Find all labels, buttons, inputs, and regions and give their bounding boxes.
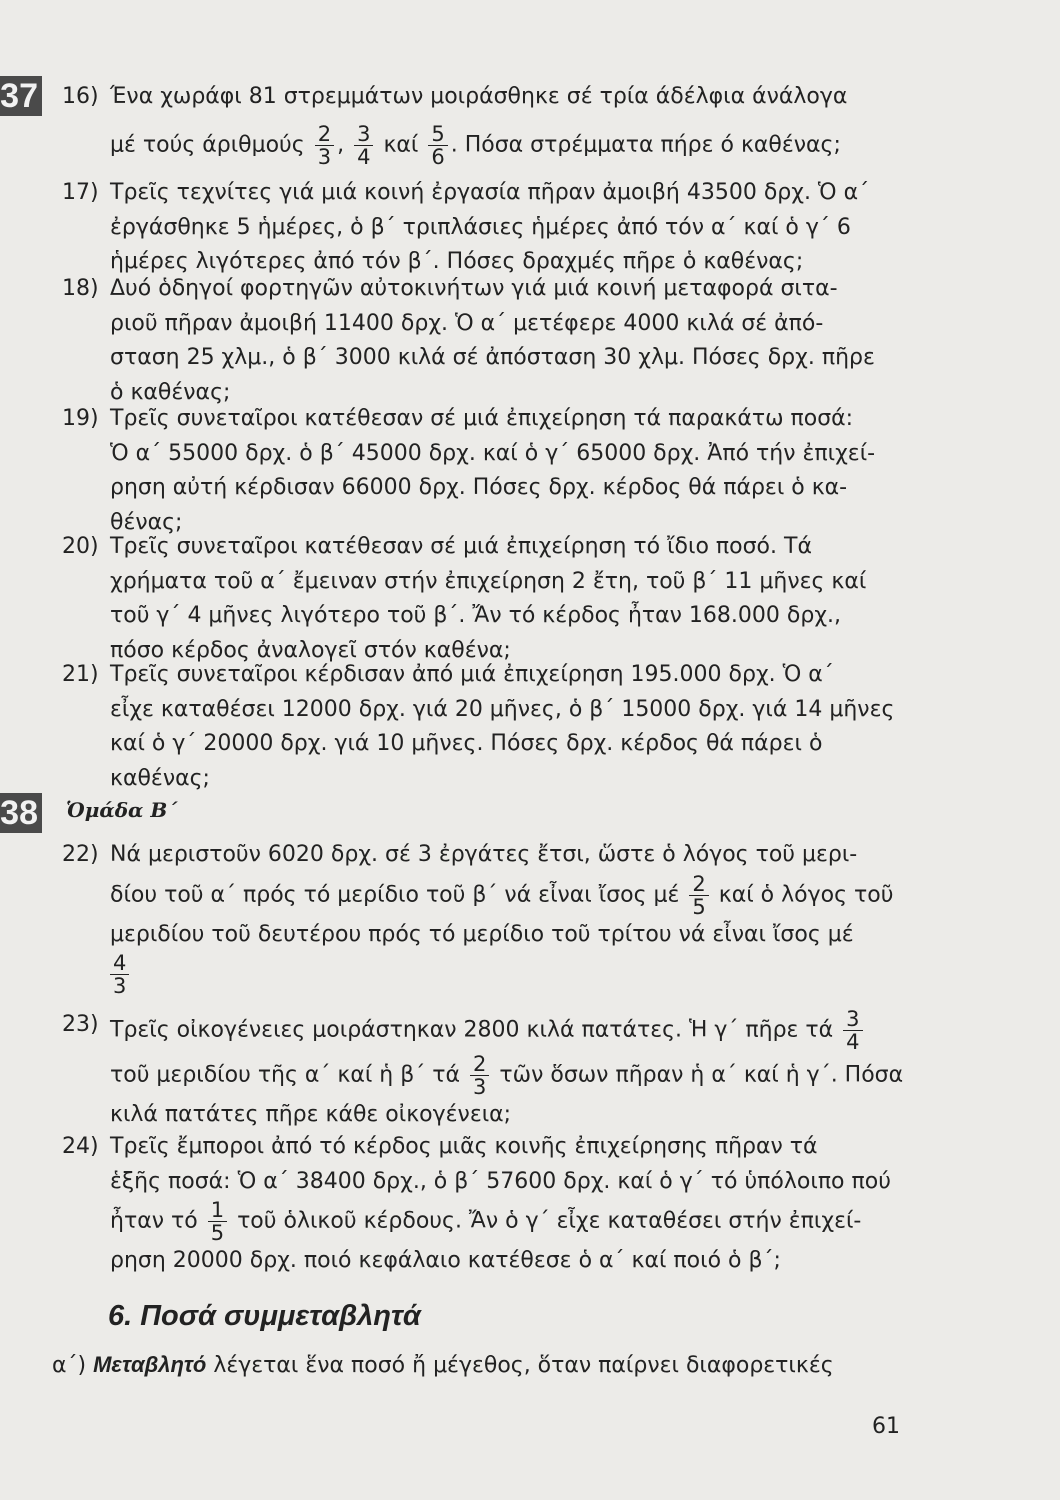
page-number: 61 [872, 1414, 900, 1439]
problem-number: 16) [62, 84, 99, 109]
problem-number: 18) [62, 276, 99, 301]
text-line: σταση 25 χλμ., ὁ β΄ 3000 κιλά σέ ἀπόσταση 30 χλμ. Πόσες δρχ. πῆρε [110, 345, 875, 370]
text-line: Ὁ α΄ 55000 δρχ. ὁ β΄ 45000 δρχ. καί ὁ γ΄ 65000 δρχ. Ἀπό τήν ἐπιχεί- [110, 440, 876, 466]
problem-number: 24) [62, 1134, 99, 1159]
problem-19 [62, 402, 932, 540]
text-line: Ένα χωράφι 81 στρεμμάτων μοιράσθηκε σέ τρία άδέλφια άνάλογα [110, 84, 848, 109]
text-line: Τρεῖς συνεταῖροι κατέθεσαν σέ μιά ἐπιχείρηση τά παρακάτω ποσά: [110, 406, 854, 431]
fraction: $\frac{4}{3}$ [110, 952, 129, 997]
text-line: δίου τοῦ α΄ πρός τό μερίδιο τοῦ β΄ νά εἶναι ἴσος μέ $\frac{2}{5}$ καί ὁ λόγος τοῦ [110, 871, 894, 919]
problem-24 [62, 1130, 932, 1279]
section-tab-37: 37 [0, 76, 42, 116]
text-line: ἑξῆς ποσά: Ὁ α΄ 38400 δρχ., ὁ β΄ 57600 δρχ. καί ὁ γ΄ τό ὑπόλοιπο πού [110, 1168, 891, 1194]
fraction: $\frac{3}{4}$ [354, 123, 373, 168]
problem-21 [62, 658, 932, 796]
text-line: τοῦ μεριδίου τῆς α΄ καί ἡ β΄ τά $\frac{2}{3}$ τῶν ὅσων πῆραν ἡ α΄ καί ἡ γ΄. Πόσα [110, 1052, 904, 1099]
text-line: ἡμέρες λιγότερες ἀπό τόν β΄. Πόσες δραχμές πῆρε ὁ καθένας; [110, 249, 804, 274]
problem-number: 20) [62, 534, 99, 559]
fraction: $\frac{2}{5}$ [689, 873, 708, 918]
section-tab-38: 38 [0, 793, 42, 833]
fraction: $\frac{2}{3}$ [470, 1053, 489, 1098]
problem-number: 17) [62, 180, 99, 205]
fraction: $\frac{2}{3}$ [315, 123, 334, 168]
text-line: καθένας; [110, 765, 210, 791]
definition-label: α΄) [52, 1353, 87, 1378]
text-line: Τρεῖς οἰκογένειες μοιράστηκαν 2800 κιλά πατάτες. Ἡ γ΄ πῆρε τά $\frac{3}{4}$ [110, 1008, 932, 1053]
problem-number: 22) [62, 842, 99, 867]
text-line: μεριδίου τοῦ δευτέρου πρός τό μερίδιο τοῦ τρίτου νά εἶναι ἴσος μέ [110, 921, 854, 947]
problem-20 [62, 530, 932, 668]
definition-line [52, 1352, 834, 1378]
text-line: ριοῦ πῆραν ἀμοιβή 11400 δρχ. Ὁ α΄ μετέφερε 4000 κιλά σέ ἀπό- [110, 310, 824, 336]
problem-number: 21) [62, 662, 99, 687]
text-line [110, 952, 932, 997]
text-line: εἶχε καταθέσει 12000 δρχ. γιά 20 μῆνες, ὁ β΄ 15000 δρχ. γιά 14 μῆνες [110, 696, 895, 722]
text-line: ἐργάσθηκε 5 ἡμέρες, ὁ β΄ τριπλάσιες ἡμέρες ἀπό τόν α΄ καί ὁ γ΄ 6 [110, 214, 851, 240]
text-line: χρήματα τοῦ α΄ ἔμειναν στήν ἐπιχείρηση 2 ἔτη, τοῦ β΄ 11 μῆνες καί [110, 568, 867, 594]
fraction: $\frac{1}{5}$ [208, 1199, 227, 1244]
text-line: ὁ καθένας; [110, 379, 231, 405]
group-heading: Ὁμάδα Β΄ [66, 798, 178, 822]
definition-text: λέγεται ἕνα ποσό ἤ μέγεθος, ὅταν παίρνει διαφορετικές [213, 1353, 834, 1378]
problem-22 [62, 838, 932, 997]
text-line: Τρεῖς συνεταῖροι κέρδισαν ἀπό μιά ἐπιχείρηση 195.000 δρχ. Ὁ α΄ [110, 662, 834, 687]
text-line: κιλά πατάτες πῆρε κάθε οἰκογένεια; [110, 1102, 512, 1127]
fraction: $\frac{5}{6}$ [428, 123, 447, 168]
text-line: Τρεῖς συνεταῖροι κατέθεσαν σέ μιά ἐπιχείρηση τό ἴδιο ποσό. Τά [110, 534, 812, 559]
text-line: τοῦ γ΄ 4 μῆνες λιγότερο τοῦ β΄. Ἄν τό κέρδος ἦταν 168.000 δρχ., [110, 603, 842, 628]
text-line: Τρεῖς τεχνίτες γιά μιά κοινή ἐργασία πῆραν ἀμοιβή 43500 δρχ. Ὁ α΄ [110, 180, 870, 205]
text-line: ρηση 20000 δρχ. ποιό κεφάλαιο κατέθεσε ὁ α΄ καί ποιό ὁ β΄; [110, 1248, 781, 1273]
text-line: Νά μεριστοῦν 6020 δρχ. σέ 3 ἐργάτες ἔτσι, ὥστε ὁ λόγος τοῦ μερι- [110, 842, 858, 867]
definition-term: Μεταβλητό [93, 1352, 207, 1377]
problem-16 [62, 80, 932, 168]
problem-18 [62, 272, 932, 410]
text-line: ἦταν τό $\frac{1}{5}$ τοῦ ὁλικοῦ κέρδους. Ἄν ὁ γ΄ εἶχε καταθέσει στήν ἐπιχεί- [110, 1198, 862, 1245]
problem-23 [62, 1008, 932, 1133]
problem-number: 19) [62, 406, 99, 431]
text-line: Τρεῖς ἔμποροι ἀπό τό κέρδος μιᾶς κοινῆς ἐπιχείρησης πῆραν τά [110, 1134, 818, 1159]
problem-number: 23) [62, 1012, 99, 1037]
text-line: ρηση αὐτή κέρδισαν 66000 δρχ. Πόσες δρχ. κέρδος θά πάρει ὁ κα- [110, 475, 848, 500]
text-line: Δυό ὁδηγοί φορτηγῶν αὐτοκινήτων γιά μιά κοινή μεταφορά σιτα- [110, 276, 838, 301]
text-line: μέ τούς άριθμούς $\frac{2}{3}$ , $\frac{3}{4}$ καί $\frac{5}{6}$ . Πόσα στρέμματα πήρε ό καθένας; [110, 121, 841, 169]
text-line: θένας; [110, 509, 183, 535]
section-heading: 6. Ποσά συμμεταβλητά [108, 1300, 421, 1332]
fraction: $\frac{3}{4}$ [843, 1008, 862, 1053]
text-line: πόσο κέρδος ἀναλογεῖ στόν καθένα; [110, 637, 511, 663]
text-line: καί ὁ γ΄ 20000 δρχ. γιά 10 μῆνες. Πόσες δρχ. κέρδος θά πάρει ὁ [110, 731, 823, 756]
problem-17 [62, 176, 932, 280]
